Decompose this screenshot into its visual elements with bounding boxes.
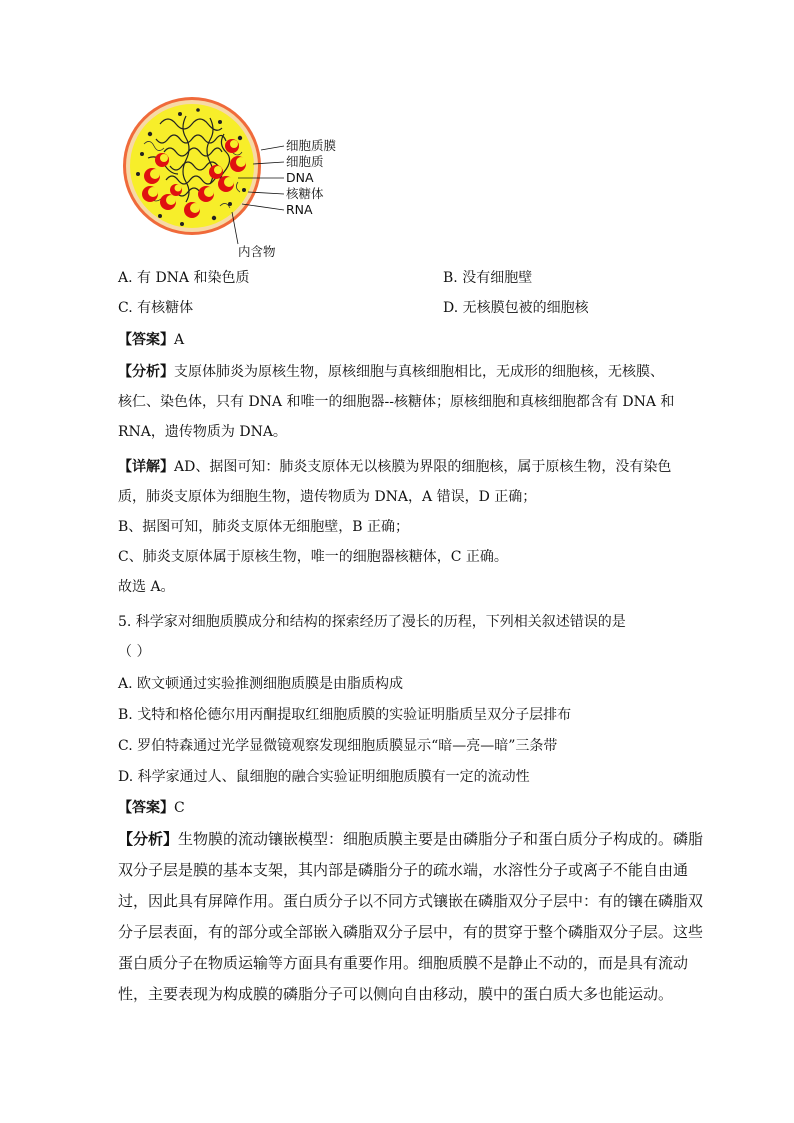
q4-option-b: B. 没有细胞壁: [443, 270, 533, 286]
q4-option-d: D. 无核膜包被的细胞核: [443, 300, 589, 316]
label-dna: DNA: [286, 170, 314, 185]
answer-value: A: [174, 332, 185, 348]
q5-stem: 5. 科学家对细胞质膜成分和结构的探索经历了漫长的历程，下列相关叙述错误的是: [118, 614, 626, 630]
answer-tag: 【答案】: [118, 332, 174, 348]
q5-paren: （ ）: [118, 644, 151, 660]
label-membrane: 细胞质膜: [286, 138, 337, 153]
analysis-line: 性，主要表现为构成膜的磷脂分子可以侧向自由移动，膜中的蛋白质大多也能运动。: [118, 985, 674, 1003]
analysis-line: 支原体肺炎为原核生物，原核细胞与真核细胞相比，无成形的细胞核，无核膜、: [174, 364, 664, 380]
mycoplasma-svg: [120, 94, 360, 264]
q5-option-b: B. 戈特和格伦德尔用丙酮提取红细胞质膜的实验证明脂质呈双分子层排布: [118, 707, 572, 723]
detail-line: 质，肺炎支原体为细胞生物，遗传物质为 DNA，A 错误，D 正确；: [118, 489, 537, 505]
mycoplasma-diagram: [120, 94, 360, 264]
label-rna: RNA: [286, 202, 313, 217]
detail-tag: 【详解】: [118, 459, 174, 475]
q4-analysis: [118, 362, 678, 442]
analysis-tag: 【分析】: [118, 830, 179, 848]
q4-detail: [118, 457, 678, 597]
q5-analysis: [118, 826, 704, 1007]
label-ribosome: 核糖体: [286, 186, 324, 201]
q5-option-c: C. 罗伯特森通过光学显微镜观察发现细胞质膜显示“暗—亮—暗”三条带: [118, 738, 558, 754]
analysis-line: 生物膜的流动镶嵌模型：细胞质膜主要是由磷脂分子和蛋白质分子构成的。磷脂: [178, 830, 704, 848]
analysis-line: 蛋白质分子在物质运输等方面具有重要作用。细胞质膜不是静止不动的，而是具有流动: [118, 954, 689, 972]
detail-line: AD、据图可知：肺炎支原体无以核膜为界限的细胞核，属于原核生物，没有染色: [174, 459, 672, 475]
analysis-line: 过，因此具有屏障作用。蛋白质分子以不同方式镶嵌在磷脂双分子层中：有的镶在磷脂双: [118, 892, 704, 910]
q5-answer: [118, 798, 185, 818]
detail-line: B、据图可知，肺炎支原体无细胞壁，B 正确；: [118, 519, 410, 535]
label-inclusion: 内含物: [238, 244, 276, 259]
analysis-line: 分子层表面，有的部分或全部嵌入磷脂双分子层中，有的贯穿于整个磷脂双分子层。这些: [118, 923, 704, 941]
q4-option-a: A. 有 DNA 和染色质: [118, 270, 250, 286]
analysis-line: 双分子层是膜的基本支架，其内部是磷脂分子的疏水端，水溶性分子或离子不能自由通: [118, 861, 689, 879]
q5-option-d: D. 科学家通过人、鼠细胞的融合实验证明细胞质膜有一定的流动性: [118, 769, 530, 785]
detail-line: 故选 A。: [118, 579, 175, 595]
answer-tag: 【答案】: [118, 800, 174, 816]
detail-line: C、肺炎支原体属于原核生物，唯一的细胞器核糖体，C 正确。: [118, 549, 508, 565]
q4-option-c: C. 有核糖体: [118, 300, 194, 316]
q4-answer: [118, 330, 184, 350]
answer-value: C: [174, 800, 185, 816]
analysis-tag: 【分析】: [118, 364, 174, 380]
analysis-line: 核仁、染色体，只有 DNA 和唯一的细胞器--核糖体；原核细胞和真核细胞都含有 DNA 和: [118, 394, 675, 410]
analysis-line: RNA，遗传物质为 DNA。: [118, 424, 287, 440]
label-cytoplasm: 细胞质: [286, 154, 324, 169]
q5-option-a: A. 欧文顿通过实验推测细胞质膜是由脂质构成: [118, 676, 404, 692]
